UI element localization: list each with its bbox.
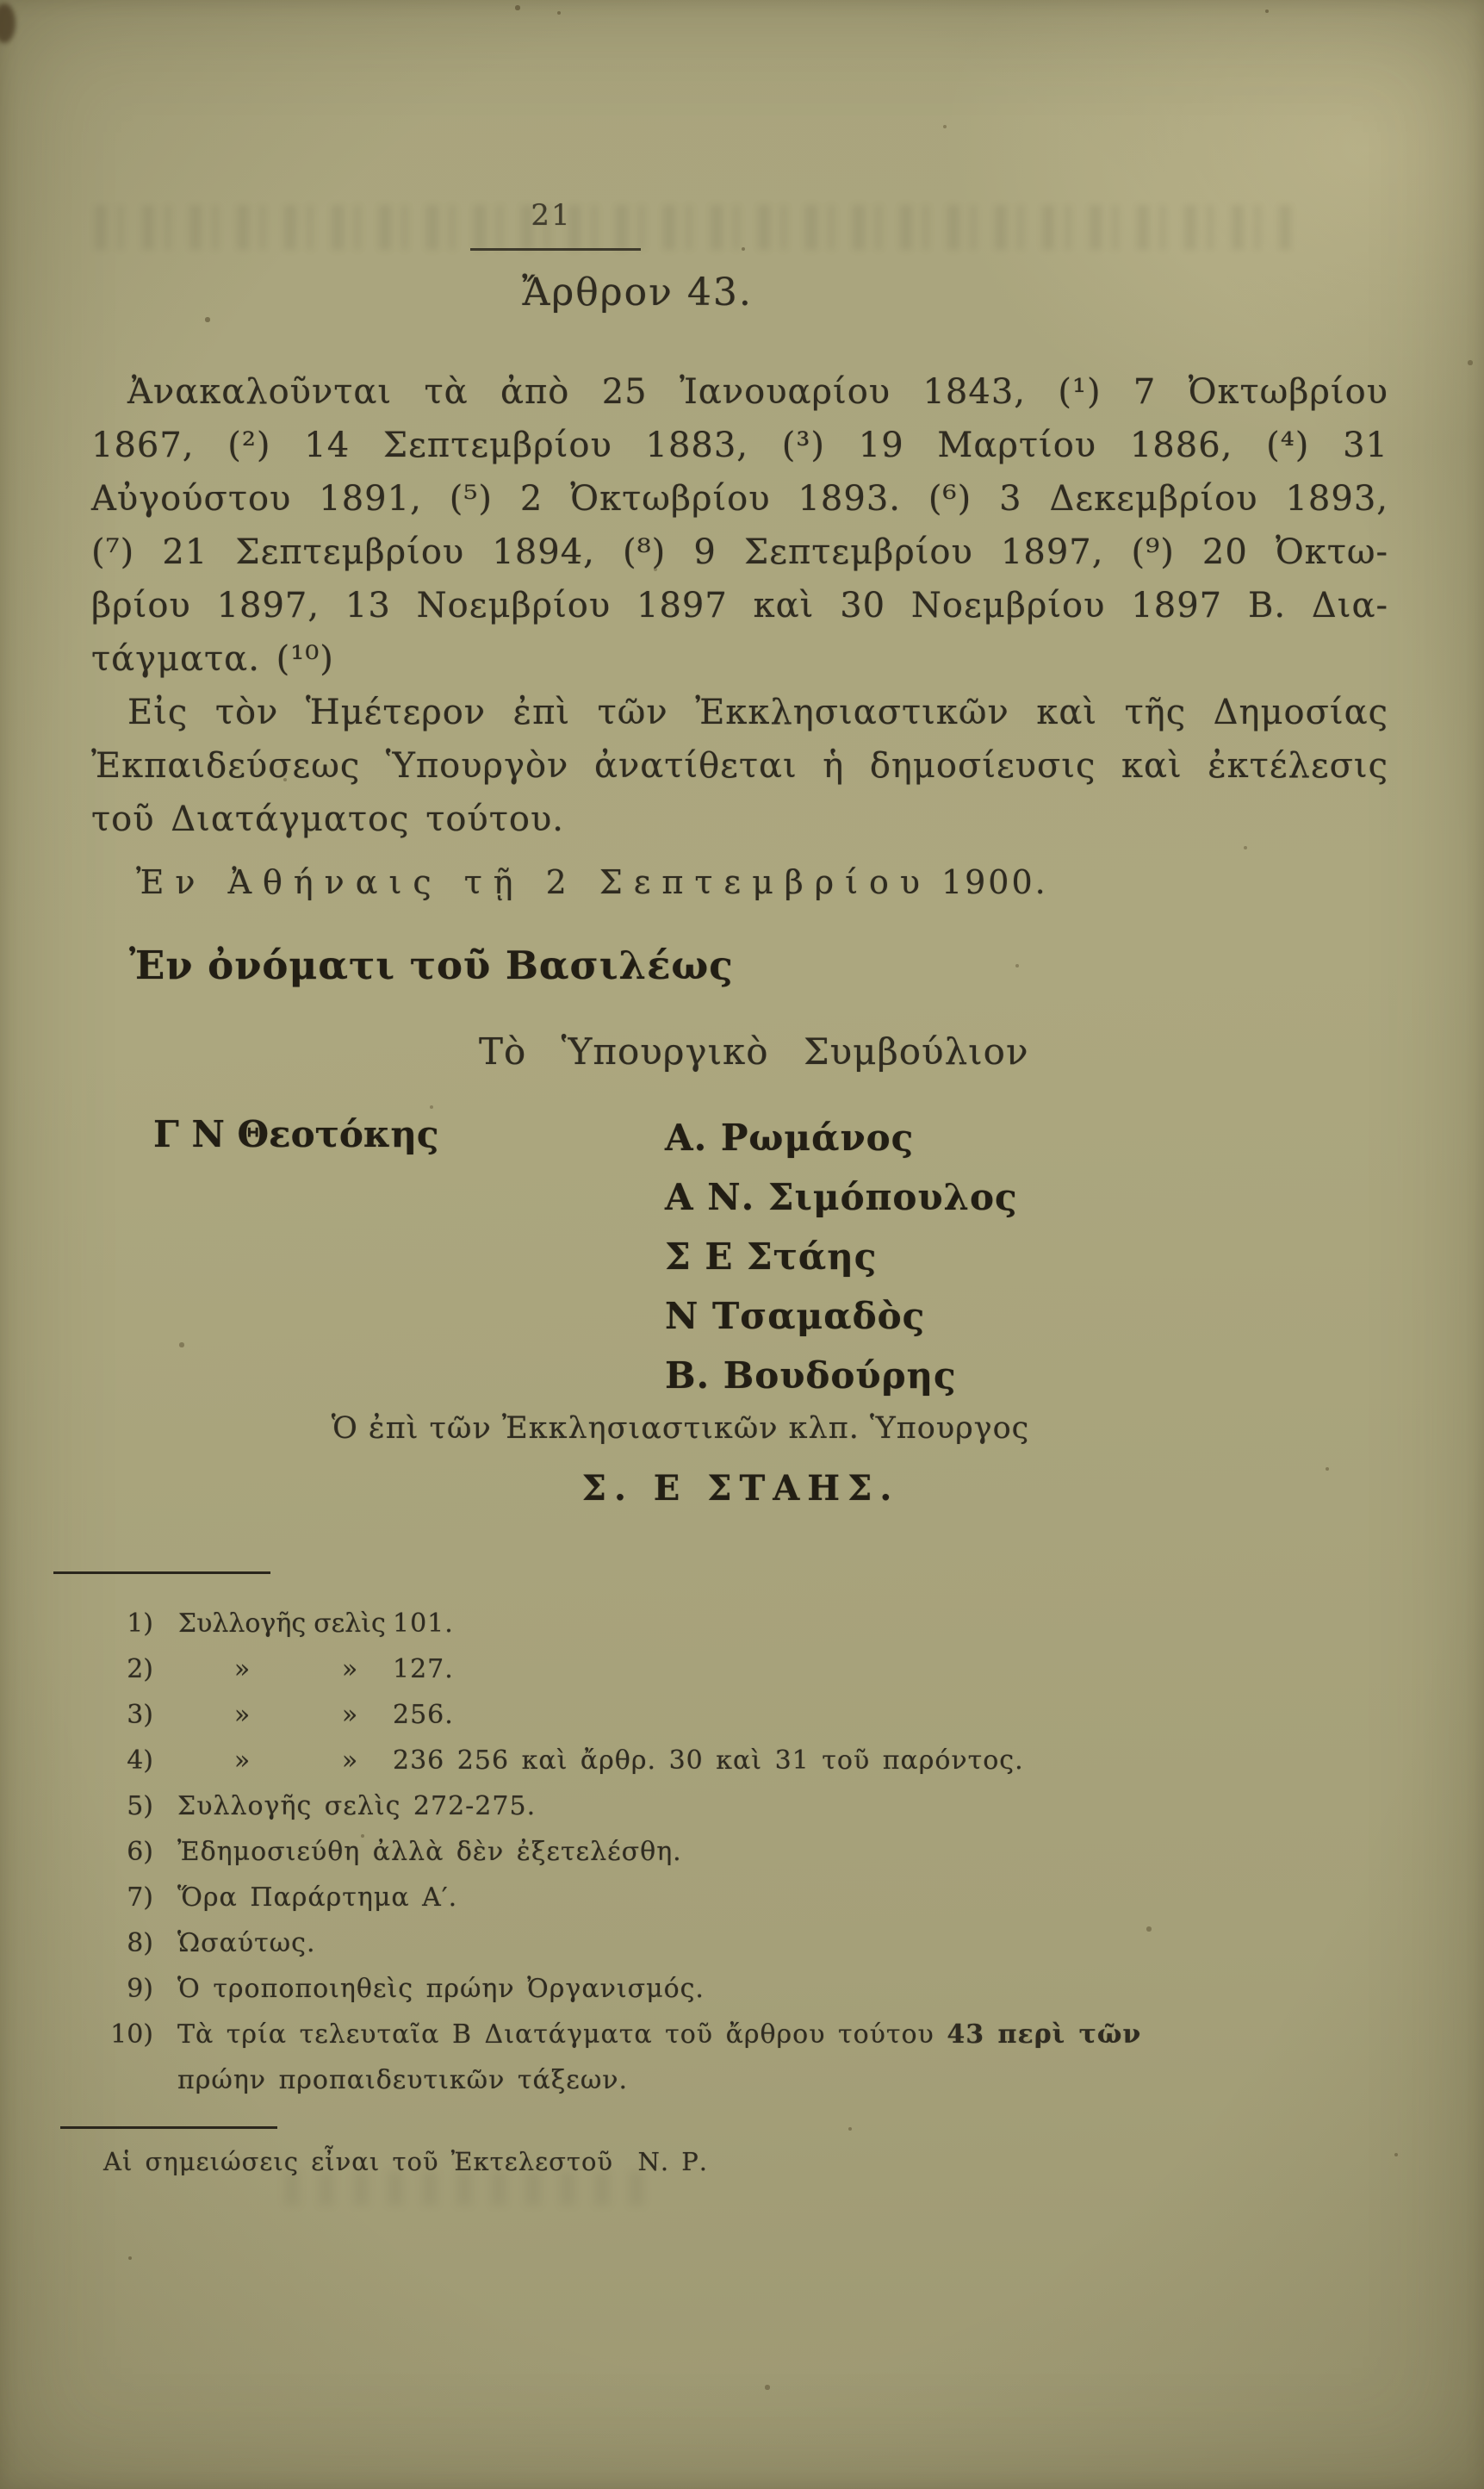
signature-name: Β. Βουδούρης — [665, 1354, 957, 1397]
ink-bleed-through-bottom — [284, 2171, 646, 2206]
signature-column — [665, 1113, 1018, 1410]
footnote-number: 2) — [127, 1654, 153, 1684]
paragraph-line: Ἀνακαλοῦνται τὰ ἀπὸ 25 Ἰανουαρίου 1843, (¹) 7 Ὀκτωβρίου — [127, 372, 1388, 412]
place-date-text: Ἐν Ἀθήναις τῇ 2 Σεπτεμβρίου — [136, 863, 931, 901]
paper-speckles — [0, 0, 2, 2]
paragraph-line: τοῦ Διατάγματος τούτου. — [91, 800, 564, 839]
notes-attribution: Αἱ σημειώσεις εἶναι τοῦ Ἐκτελεστοῦ Ν. Ρ. — [103, 2147, 709, 2176]
minister-title-line: Ὁ ἐπὶ τῶν Ἐκκλησιαστικῶν κλπ. Ὑπουργος — [331, 1411, 1030, 1446]
footnote-text-bold: 43 περὶ τῶν — [947, 2019, 1142, 2050]
signature-name: Α Ν. Σιμόπουλος — [665, 1176, 1018, 1218]
footnote-text: 101. — [393, 1609, 454, 1639]
footnote-text: 256. — [393, 1700, 454, 1730]
footnote-ditto-mark: » — [341, 1700, 358, 1730]
footnote-row — [102, 1875, 1394, 1920]
footnote-number: 1) — [127, 1609, 153, 1639]
signature-name: Ν Τσαμαδὸς — [665, 1295, 926, 1337]
footnotes-list — [102, 1601, 1394, 2103]
council-title: Τὸ Ὑπουργικὸ Συμβούλιον — [479, 1030, 1029, 1073]
footnote-ditto-mark: » — [233, 1700, 251, 1730]
footnote-ditto-mark: » — [233, 1745, 251, 1776]
footnote-row — [102, 1783, 1394, 1829]
footnote-text: πρώην προπαιδευτικῶν τάξεων. — [177, 2065, 629, 2095]
page-number-rule — [470, 248, 641, 251]
footnote-number: 5) — [127, 1791, 153, 1821]
signature-name: Σ Ε Στάης — [665, 1235, 878, 1278]
footnote-number: 4) — [127, 1745, 153, 1776]
paragraph-line: (⁷) 21 Σεπτεμβρίου 1894, (⁸) 9 Σεπτεμβρίου 1897, (⁹) 20 Ὀκτω- — [91, 532, 1388, 572]
footnote-text: Τὰ τρία τελευταῖα Β Διατάγματα τοῦ ἄρθρου τούτου — [177, 2019, 947, 2050]
paragraph-line: Ἐκπαιδεύσεως Ὑπουργὸν ἀνατίθεται ἡ δημοσίευσις καὶ ἐκτέλεσις — [91, 746, 1388, 786]
decree-paragraph-execution — [91, 686, 1388, 846]
footnote-text: 127. — [393, 1654, 454, 1684]
footnote-ditto-mark: » — [341, 1654, 358, 1684]
footnote-text: Ὁ τροποποιηθεὶς πρώην Ὀργανισμός. — [177, 1974, 705, 2004]
signature-theotokis: Γ Ν Θεοτόκης — [153, 1113, 439, 1155]
footnote-row — [102, 1966, 1394, 2012]
footnote-continuation-row — [102, 2057, 1394, 2103]
footnote-row — [102, 2012, 1394, 2057]
footnote-ditto-mark: » — [341, 1745, 358, 1776]
place-and-date-line — [136, 863, 1048, 901]
ink-bleed-through-top — [95, 205, 1301, 250]
footnote-number: 9) — [127, 1974, 153, 2004]
paragraph-line: τάγματα. (¹⁰) — [91, 639, 334, 679]
minister-signature: Σ. Ε ΣΤΑΗΣ. — [581, 1468, 900, 1509]
date-year: 1900. — [941, 863, 1048, 901]
footnote-text: 236 256 καὶ ἄρθρ. 30 καὶ 31 τοῦ παρόντος. — [393, 1745, 1024, 1776]
footnote-row — [102, 1692, 1394, 1738]
footnote-ditto-mark: » — [233, 1654, 251, 1684]
footnote-number: 8) — [127, 1928, 153, 1958]
footnote-text: Συλλογῆς σελὶς 272-275. — [177, 1791, 537, 1821]
paragraph-line: Εἰς τὸν Ἡμέτερον ἐπὶ τῶν Ἐκκλησιαστικῶν καὶ τῆς Δημοσίας — [127, 693, 1388, 732]
paragraph-line: βρίου 1897, 13 Νοεμβρίου 1897 καὶ 30 Νοεμβρίου 1897 Β. Δια- — [91, 586, 1388, 625]
footnote-number: 3) — [127, 1700, 153, 1730]
footnote-number: 7) — [127, 1882, 153, 1913]
footnote-row — [102, 1920, 1394, 1966]
signature-name: Α. Ρωμάνος — [665, 1117, 915, 1159]
footnote-row — [102, 1738, 1394, 1783]
paragraph-line: 1867, (²) 14 Σεπτεμβρίου 1883, (³) 19 Μαρτίου 1886, (⁴) 31 — [91, 426, 1388, 465]
footnote-row — [102, 1601, 1394, 1646]
article-heading: Ἄρθρον 43. — [522, 271, 753, 314]
attribution-separator-rule — [60, 2126, 277, 2129]
footnote-col2: σελὶς — [314, 1609, 386, 1639]
footnote-separator-rule — [53, 1571, 270, 1574]
royal-formula: Ἐν ὀνόματι τοῦ Βασιλέως — [129, 943, 734, 988]
footnote-text: Ἐδημοσιεύθη ἀλλὰ δὲν ἐξετελέσθη. — [177, 1837, 682, 1867]
page-number: 21 — [531, 198, 572, 233]
footnote-number: 6) — [127, 1837, 153, 1867]
decree-paragraph-recall — [91, 365, 1388, 686]
scan-corner-stain — [0, 3, 16, 43]
footnote-number: 10) — [110, 2019, 153, 2050]
footnote-text: Ὅρα Παράρτημα Α′. — [177, 1882, 458, 1913]
footnote-text: Ὡσαύτως. — [177, 1928, 316, 1958]
paragraph-line: Αὐγούστου 1891, (⁵) 2 Ὀκτωβρίου 1893. (⁶) 3 Δεκεμβρίου 1893, — [91, 479, 1388, 519]
footnote-row — [102, 1829, 1394, 1875]
footnote-col1: Συλλογῆς — [177, 1609, 307, 1639]
footnote-row — [102, 1646, 1394, 1692]
